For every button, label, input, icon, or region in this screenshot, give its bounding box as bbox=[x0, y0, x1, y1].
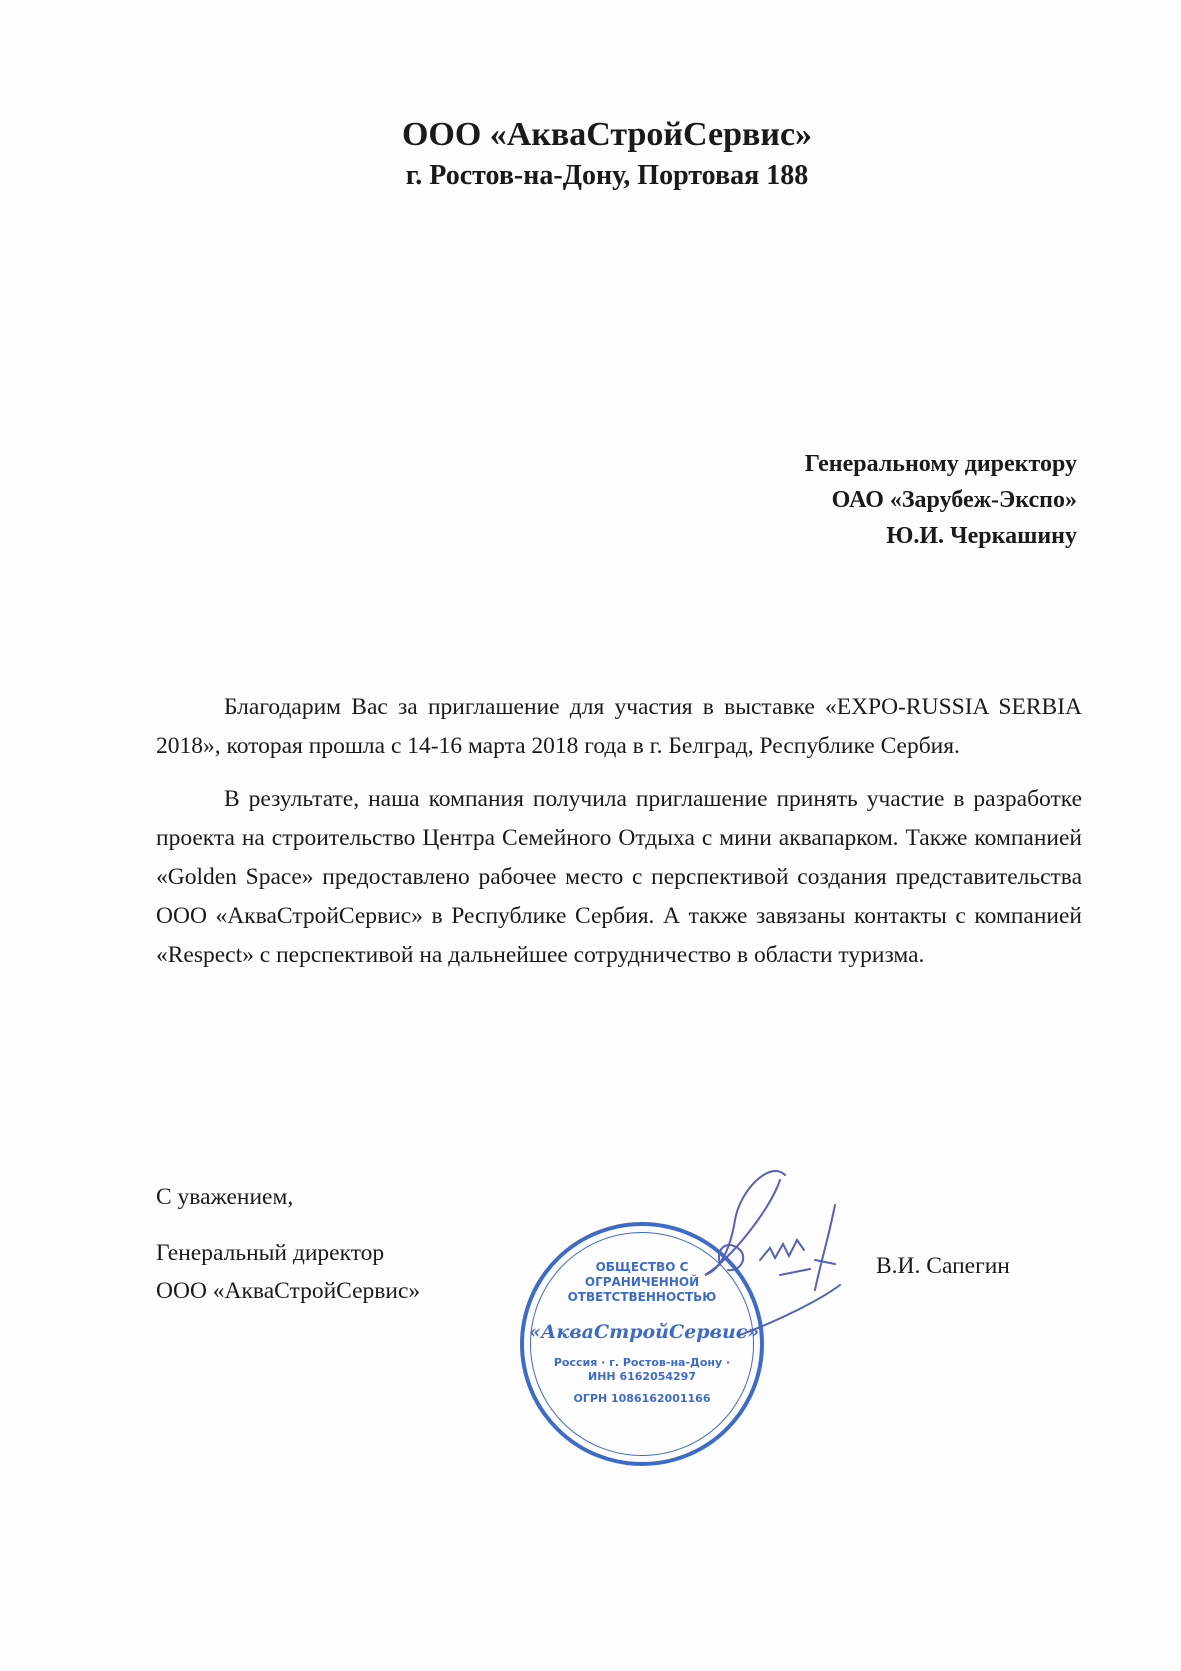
body-paragraph: В результате, наша компания получила приглашение принять участие в разработке проекта на строительство Центра Семейного Отдыха с мини аквапарком. Также компанией «Golden Space» предоставлено рабочее место с перспективой создания представительства ООО «АкваСтройСервис» в Республике Сербия. А также завязаны контакты с компанией «Respect» с перспективой на дальнейшее сотрудничество в области туризма. bbox=[156, 786, 1082, 968]
signer-company: ООО «АкваСтройСервис» bbox=[156, 1278, 421, 1304]
letter-body bbox=[156, 688, 1082, 989]
stamp-center-text: «АкваСтройСервис» bbox=[529, 1321, 760, 1343]
signer-block bbox=[156, 1234, 420, 1310]
signer-name: В.И. Сапегин bbox=[876, 1253, 1010, 1279]
company-address: г. Ростов-на-Дону, Портовая 188 bbox=[405, 160, 809, 191]
recipient-block bbox=[805, 446, 1077, 554]
signer-position: Генеральный директор bbox=[156, 1240, 385, 1266]
company-name-heading: ООО «АкваСтройСервис» bbox=[401, 116, 813, 153]
recipient-position: Генеральному директору bbox=[804, 451, 1077, 477]
closing-greeting: С уважением, bbox=[156, 1184, 294, 1210]
recipient-company: ОАО «Зарубеж-Экспо» bbox=[831, 487, 1077, 513]
stamp-lower-text: Россия · г. Ростов-на-Дону · ИНН 6162054297 bbox=[553, 1356, 731, 1383]
body-paragraph: Благодарим Вас за приглашение для участия в выставке «EXPO-RUSSIA SERBIA 2018», которая прошла с 14-16 марта 2018 года в г. Белград, Республике Сербия. bbox=[156, 694, 1082, 759]
recipient-name: Ю.И. Черкашину bbox=[886, 523, 1077, 549]
stamp-outer-text: ОБЩЕСТВО С ОГРАНИЧЕННОЙ ОТВЕТСТВЕННОСТЬЮ bbox=[567, 1260, 717, 1304]
stamp-ogrn: ОГРН 1086162001166 bbox=[573, 1392, 711, 1405]
company-stamp bbox=[520, 1222, 764, 1466]
